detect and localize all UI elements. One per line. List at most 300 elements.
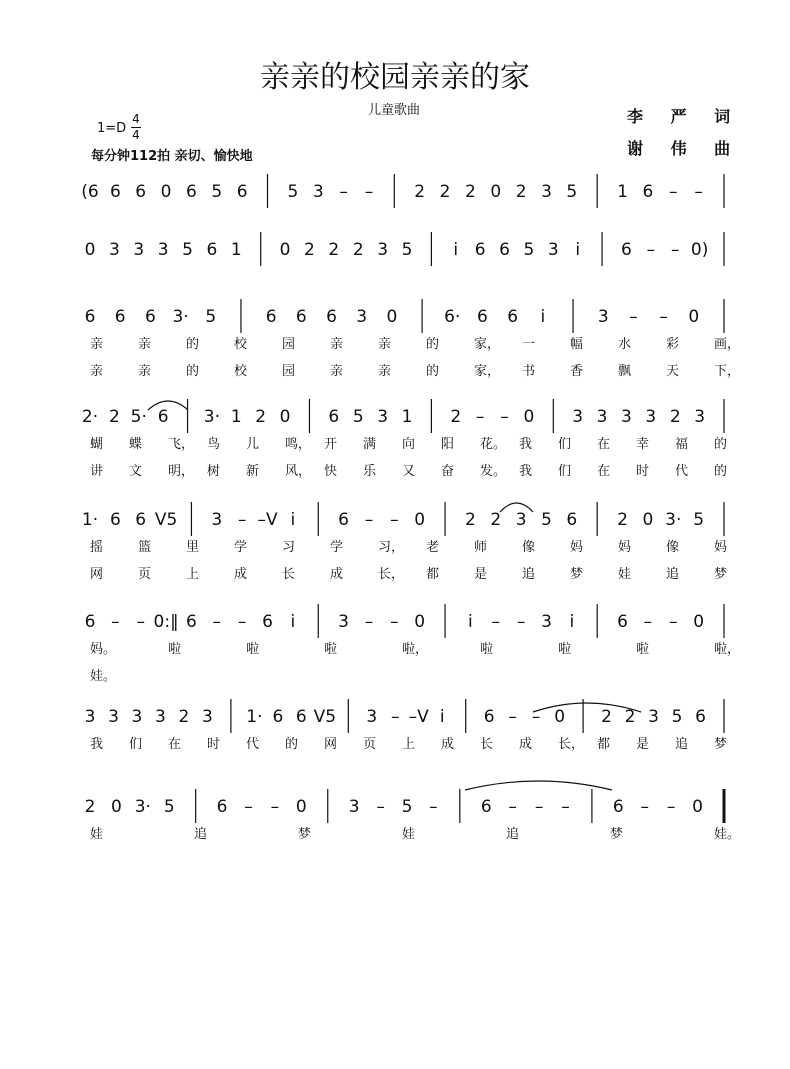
note: 5 — [693, 510, 705, 530]
note: 3 — [547, 240, 559, 260]
note: – — [640, 797, 649, 817]
lyric-char: 代 — [675, 464, 689, 479]
note: 1 — [230, 240, 242, 260]
lyric-char: 彩 — [666, 337, 680, 352]
note: 1 — [230, 407, 242, 427]
lyric-char: 亲 — [138, 364, 152, 379]
lyric-char: 啦 — [168, 642, 182, 657]
lyric-char: 长 — [282, 567, 296, 582]
note: 6· — [444, 307, 461, 327]
note: 3 — [201, 707, 213, 727]
time-signature-top: 4 — [132, 112, 140, 126]
lyric-char: 亲 — [90, 337, 104, 352]
note: 3 — [131, 707, 143, 727]
note: 6 — [338, 510, 350, 530]
note: – — [694, 182, 703, 202]
note: 3 — [157, 240, 169, 260]
note: 0 — [688, 307, 700, 327]
note: – — [500, 407, 509, 427]
lyric-char: 啦 — [324, 642, 338, 657]
lyric-char: 啦， — [714, 642, 741, 657]
note: 6 — [499, 240, 510, 260]
lyric-char: 亲 — [330, 337, 344, 352]
lyric-char: 成 — [441, 737, 455, 752]
note: 6 — [612, 797, 624, 817]
lyric-char: 一 — [522, 337, 536, 352]
lyric-char: 乐 — [363, 464, 377, 479]
lyric-char: 习， — [378, 540, 405, 555]
note: 5 — [671, 707, 683, 727]
lyric-char: 里 — [186, 540, 200, 555]
note: V5 — [154, 510, 178, 530]
lyric-char: 成 — [330, 567, 344, 582]
lyric-char: 讲 — [90, 464, 104, 479]
note: – — [659, 307, 668, 327]
note: 3 — [645, 407, 657, 427]
lyricist-credit: 李 严 词 — [627, 107, 742, 126]
note: 2 — [439, 182, 451, 202]
note: 0 — [279, 407, 291, 427]
lyric-char: 的 — [714, 464, 728, 479]
lyric-char: 开 — [324, 437, 338, 452]
note: – — [391, 707, 400, 727]
lyric-char: 妈 — [618, 540, 632, 555]
note: 3· — [203, 407, 221, 427]
lyric-char: 书 — [522, 364, 536, 379]
note: 0 — [693, 612, 705, 632]
lyric-char: 网 — [324, 737, 338, 752]
lyric-char: 学 — [330, 540, 344, 555]
note: 0 — [414, 510, 426, 530]
lyric-char: 篮 — [138, 540, 152, 555]
song-genre: 儿童歌曲 — [368, 103, 421, 118]
note: 5 — [523, 240, 535, 260]
lyric-char: 梦 — [714, 737, 728, 752]
note: 6 — [480, 797, 492, 817]
note: – — [237, 510, 247, 530]
note: – — [212, 612, 222, 632]
note: 0 — [160, 182, 172, 202]
lyric-char: 在 — [168, 737, 182, 752]
lyric-char: 时 — [636, 464, 650, 479]
lyric-char: 亲 — [378, 364, 392, 379]
note: 5 — [352, 407, 364, 427]
lyric-char: 像 — [666, 540, 680, 555]
note: 0 — [642, 510, 654, 530]
note: – — [390, 510, 399, 530]
note: 6 — [135, 510, 147, 530]
note: 3· — [172, 307, 189, 327]
note: 5 — [182, 240, 193, 260]
note: – — [270, 797, 280, 817]
lyric-char: 是 — [636, 737, 650, 752]
lyric-char: 长 — [480, 737, 494, 752]
note: – — [339, 182, 348, 202]
note: i — [540, 307, 546, 327]
lyric-char: 下， — [714, 364, 741, 379]
lyric-char: 我 — [519, 464, 533, 479]
lyric-char: 老 — [426, 540, 440, 555]
note: – — [531, 707, 541, 727]
lyric-char: 梦 — [298, 827, 312, 842]
lyric-char: 妈 — [570, 540, 584, 555]
lyric-char: 啦， — [402, 642, 429, 657]
lyric-char: 又 — [402, 464, 416, 479]
note: 3 — [596, 407, 608, 427]
note: – — [534, 797, 544, 817]
note: 0 — [84, 240, 96, 260]
note: 2 — [669, 407, 681, 427]
note: 3 — [108, 707, 119, 727]
lyric-char: 妈。 — [90, 642, 117, 657]
lyric-char: 娃 — [402, 827, 416, 842]
lyric-char: 成 — [234, 567, 248, 582]
note: 3 — [312, 182, 324, 202]
note: 2 — [255, 407, 267, 427]
lyric-char: 蝶 — [129, 437, 143, 452]
lyric-char: 啦 — [480, 642, 494, 657]
note: – — [508, 797, 517, 817]
lyric-char: 的 — [426, 337, 440, 352]
lyric-char: 娃 — [90, 827, 104, 842]
lyric-char: 都 — [426, 567, 440, 582]
note: 6 — [272, 707, 284, 727]
lyric-char: 上 — [402, 737, 416, 752]
lyric-char: 追 — [194, 827, 208, 842]
lyric-char: 啦 — [558, 642, 572, 657]
lyric-char: 长， — [378, 567, 405, 582]
note: 3 — [621, 407, 632, 427]
note: 0 — [295, 797, 307, 817]
note: 6 — [109, 510, 121, 530]
note: 6 — [474, 240, 486, 260]
lyric-char: 都 — [597, 737, 611, 752]
lyric-char: 家， — [474, 337, 501, 352]
note: 6 — [206, 240, 218, 260]
lyric-char: 页 — [363, 737, 377, 752]
note: 0:‖ — [153, 612, 179, 632]
lyric-char: 向 — [402, 437, 416, 452]
note: i — [569, 612, 575, 632]
lyric-char: 我 — [519, 437, 533, 452]
lyric-char: 风， — [285, 464, 312, 479]
note: 3 — [572, 407, 584, 427]
note: 3 — [155, 707, 166, 727]
lyric-char: 追 — [666, 567, 680, 582]
note: – — [376, 797, 385, 817]
lyric-char: 追 — [675, 737, 689, 752]
note: 2 — [464, 510, 476, 530]
note: – — [364, 612, 374, 632]
key-signature: 1=D — [97, 121, 127, 136]
note: 2 — [624, 707, 636, 727]
lyric-char: 蝴 — [90, 437, 104, 452]
note: – — [364, 510, 374, 530]
lyric-char: 的 — [186, 337, 200, 352]
note: 6 — [507, 307, 519, 327]
lyric-char: 妈 — [714, 540, 728, 555]
note: – — [666, 797, 676, 817]
note: –V — [257, 510, 278, 530]
note: 6 — [144, 307, 156, 327]
lyric-char: 花。 — [480, 437, 507, 452]
note: –V — [408, 707, 429, 727]
note: 3 — [648, 707, 659, 727]
lyric-char: 亲 — [90, 364, 104, 379]
note: 0 — [279, 240, 291, 260]
lyric-char: 习 — [282, 540, 296, 555]
lyric-char: 娃。 — [714, 827, 741, 842]
song-title: 亲亲的校园亲亲的家 — [260, 60, 530, 95]
note: 3 — [597, 307, 609, 327]
note: 3· — [134, 797, 151, 817]
lyric-char: 啦 — [246, 642, 260, 657]
lyric-char: 天 — [666, 364, 680, 379]
note: V5 — [313, 707, 337, 727]
note: 6 — [84, 307, 96, 327]
lyric-char: 梦 — [714, 567, 728, 582]
note: – — [237, 612, 247, 632]
lyric-char: 代 — [246, 737, 260, 752]
lyric-char: 师 — [474, 540, 488, 555]
composer-credit: 谢 伟 曲 — [627, 139, 742, 158]
lyric-char: 梦 — [610, 827, 624, 842]
note: – — [390, 612, 399, 632]
note: – — [669, 182, 678, 202]
lyric-char: 树 — [207, 464, 221, 479]
lyric-char: 画， — [714, 337, 741, 352]
note: 3 — [694, 407, 706, 427]
note: – — [516, 612, 526, 632]
note: 6 — [566, 510, 578, 530]
lyric-char: 的 — [714, 437, 728, 452]
lyric-char: 时 — [207, 737, 221, 752]
note: 2 — [108, 407, 120, 427]
lyric-char: 是 — [474, 567, 488, 582]
note: 5 — [211, 182, 223, 202]
note: 6 — [326, 307, 337, 327]
lyric-char: 亲 — [378, 337, 392, 352]
note: 5 — [205, 307, 217, 327]
lyric-char: 页 — [138, 567, 152, 582]
note: 6 — [642, 182, 654, 202]
note: 1 — [401, 407, 413, 427]
note: 5 — [287, 182, 299, 202]
note: 3 — [515, 510, 527, 530]
note: 2 — [352, 240, 364, 260]
lyric-char: 亲 — [138, 337, 152, 352]
lyric-char: 啦 — [636, 642, 650, 657]
note: – — [111, 612, 120, 632]
note: 2· — [81, 407, 99, 427]
lyric-char: 香 — [570, 364, 584, 379]
note: 5· — [130, 407, 147, 427]
lyric-char: 满 — [363, 437, 377, 452]
note: 3 — [377, 240, 389, 260]
note: 5 — [163, 797, 175, 817]
note: 6 — [262, 612, 273, 632]
note: 3 — [108, 240, 120, 260]
lyric-char: 在 — [597, 437, 611, 452]
lyric-char: 像 — [522, 540, 536, 555]
note: (6 — [81, 182, 99, 202]
note: 3 — [541, 612, 552, 632]
note: 6 — [186, 182, 197, 202]
note: – — [364, 182, 374, 202]
note: 0 — [523, 407, 535, 427]
lyric-char: 亲 — [330, 364, 344, 379]
lyric-char: 家， — [474, 364, 501, 379]
note: – — [136, 612, 145, 632]
lyric-char: 校 — [234, 364, 248, 379]
lyric-char: 新 — [246, 464, 260, 479]
note: 0 — [414, 612, 426, 632]
note: 3 — [356, 307, 368, 327]
note: 3 — [377, 407, 389, 427]
note: 1· — [81, 510, 99, 530]
lyric-char: 的 — [285, 737, 299, 752]
lyric-char: 们 — [558, 464, 572, 479]
lyric-char: 鸣， — [285, 437, 312, 452]
note: 6 — [477, 307, 488, 327]
note: 2 — [414, 182, 426, 202]
lyric-char: 我 — [90, 737, 104, 752]
note: 3 — [541, 182, 552, 202]
note: – — [561, 797, 570, 817]
note: 0 — [386, 307, 398, 327]
lyric-char: 追 — [522, 567, 536, 582]
note: 2 — [328, 240, 340, 260]
note: 6 — [295, 707, 307, 727]
note: i — [575, 240, 581, 260]
note: – — [244, 797, 253, 817]
lyric-char: 飘 — [618, 364, 632, 379]
lyric-char: 园 — [282, 364, 296, 379]
note: 6 — [695, 707, 706, 727]
note: 3 — [133, 240, 145, 260]
lyric-char: 发。 — [480, 464, 507, 479]
note: 1· — [246, 707, 263, 727]
note: 6 — [114, 307, 126, 327]
note: 6 — [328, 407, 340, 427]
note: 2 — [464, 182, 476, 202]
lyric-char: 园 — [282, 337, 296, 352]
note: 2 — [490, 510, 502, 530]
lyric-char: 飞， — [168, 437, 195, 452]
note: – — [429, 797, 438, 817]
slur — [465, 781, 612, 790]
note: – — [475, 407, 485, 427]
note: 6 — [216, 797, 228, 817]
tempo-marking: 每分钟112拍 亲切、愉快地 — [91, 149, 253, 164]
note: 1 — [617, 182, 628, 202]
note: 6 — [621, 240, 632, 260]
lyric-char: 成 — [519, 737, 533, 752]
note: 0 — [111, 797, 122, 817]
note: 5 — [401, 797, 413, 817]
note: i — [290, 510, 296, 530]
lyric-char: 水 — [618, 337, 632, 352]
lyric-char: 娃 — [618, 567, 632, 582]
note: 2 — [515, 182, 527, 202]
lyric-char: 鸟 — [207, 437, 221, 452]
note: – — [508, 707, 517, 727]
note: 3 — [211, 510, 223, 530]
note: 2 — [178, 707, 190, 727]
lyric-char: 幅 — [570, 337, 584, 352]
lyric-char: 奋 — [441, 464, 455, 479]
note: – — [669, 612, 678, 632]
note: 0 — [554, 707, 566, 727]
lyric-char: 明， — [168, 464, 195, 479]
note: 3 — [338, 612, 350, 632]
note: 2 — [84, 797, 96, 817]
lyric-char: 校 — [234, 337, 248, 352]
note: 5 — [541, 510, 552, 530]
lyric-char: 的 — [426, 364, 440, 379]
note: 2 — [601, 707, 613, 727]
note: 6 — [265, 307, 277, 327]
lyric-char: 长， — [558, 737, 585, 752]
lyric-char: 摇 — [90, 540, 104, 555]
note: – — [670, 240, 680, 260]
note: – — [629, 307, 638, 327]
note: 6 — [483, 707, 495, 727]
lyric-char: 儿 — [246, 437, 260, 452]
lyric-char: 文 — [129, 464, 143, 479]
lyric-char: 的 — [186, 364, 200, 379]
note: 6 — [157, 407, 169, 427]
lyric-char: 梦 — [570, 567, 584, 582]
note: 6 — [109, 182, 121, 202]
note: – — [643, 612, 653, 632]
note: – — [491, 612, 501, 632]
lyric-char: 娃。 — [90, 669, 117, 684]
note: 3· — [665, 510, 682, 530]
note: 0 — [692, 797, 703, 817]
lyric-char: 们 — [129, 737, 143, 752]
lyric-char: 们 — [558, 437, 572, 452]
lyric-char: 福 — [675, 437, 689, 452]
note: 3 — [366, 707, 378, 727]
note: 6 — [295, 307, 307, 327]
note: 5 — [566, 182, 578, 202]
note: i — [468, 612, 473, 632]
lyric-char: 追 — [506, 827, 520, 842]
note: 6 — [617, 612, 628, 632]
note: i — [453, 240, 459, 260]
lyric-char: 幸 — [636, 437, 650, 452]
note: 3 — [348, 797, 360, 817]
note: 0) — [690, 240, 709, 260]
lyric-char: 学 — [234, 540, 248, 555]
note: 6 — [135, 182, 147, 202]
note: 6 — [236, 182, 248, 202]
note: 5 — [401, 240, 413, 260]
lyric-char: 上 — [186, 567, 200, 582]
time-signature-bottom: 4 — [132, 128, 140, 142]
note: 2 — [450, 407, 462, 427]
note: – — [646, 240, 656, 260]
lyric-char: 在 — [597, 464, 611, 479]
lyric-char: 网 — [90, 567, 104, 582]
note: 6 — [84, 612, 96, 632]
lyric-char: 阳 — [441, 437, 455, 452]
note: 2 — [617, 510, 628, 530]
note: 3 — [84, 707, 96, 727]
note: i — [290, 612, 296, 632]
lyric-char: 快 — [324, 464, 338, 479]
